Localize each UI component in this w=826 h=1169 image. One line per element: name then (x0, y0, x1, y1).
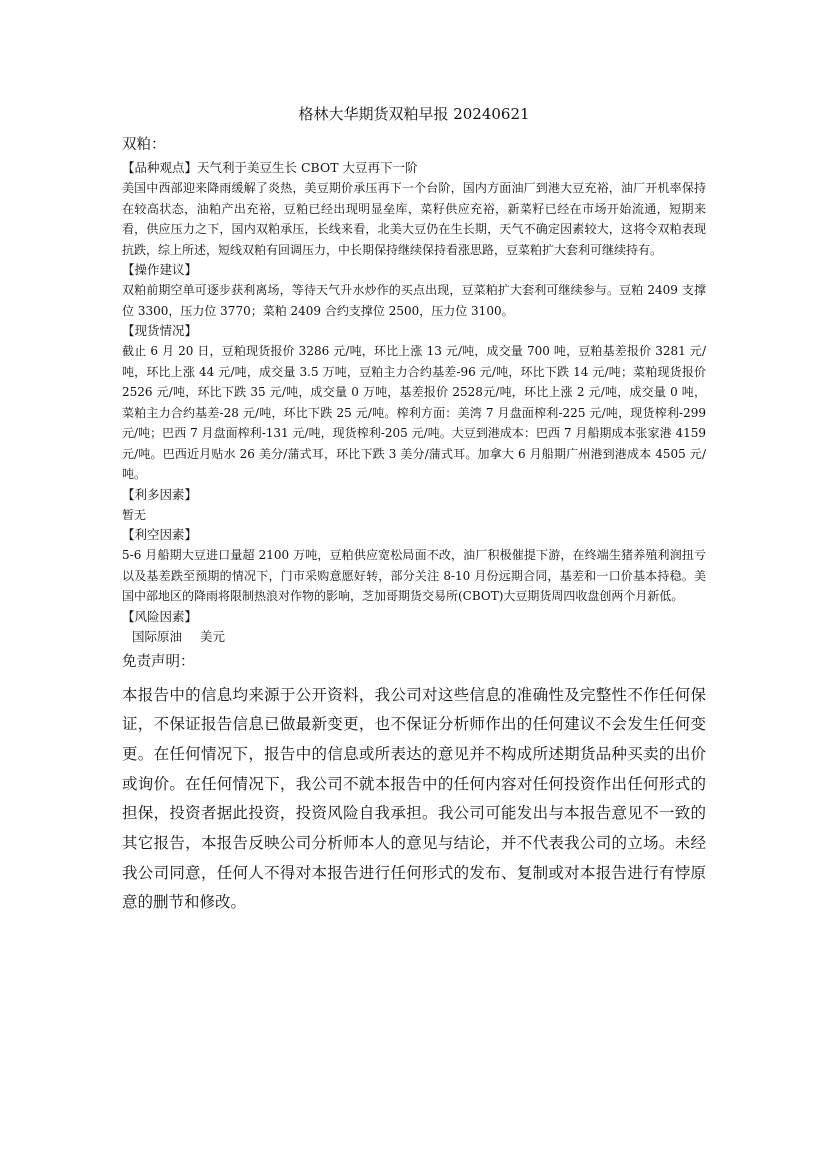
bearish-body: 5-6 月船期大豆进口量超 2100 万吨，豆粕供应宽松局面不改，油厂积极催提下游，在终端生猪养殖利润扭亏以及基差跌至预期的情况下，门市采购意愿好转，部分关注 8-10 月份远期合同，基差和一口价基本持稳。美国中部地区的降雨将限制热浪对作物的影响，芝加哥期货交易所(CBOT)大豆期货周四收盘创两个月新低。 (122, 548, 706, 603)
report-page (122, 103, 706, 918)
advice-heading: 【操作建议】 (122, 262, 198, 277)
view-heading: 【品种观点】天气利于美豆生长 CBOT 大豆再下一阶 (122, 160, 418, 175)
bearish-heading: 【利空因素】 (122, 527, 198, 542)
risk-heading: 【风险因素】 (122, 608, 198, 624)
risk-item-usd: 美元 (200, 628, 226, 644)
disclaimer-body: 本报告中的信息均来源于公开资料，我公司对这些信息的准确性及完整性不作任何保证，不保证报告信息已做最新变更，也不保证分析师作出的任何建议不会发生任何变更。在任何情况下，报告中的信息或所表达的意见并不构成所述期货品种买卖的出价或询价。在任何情况下，我公司不就本报告中的任何内容对任何投资作出任何形式的担保，投资者据此投资，投资风险自我承担。我公司可能发出与本报告意见不一致的其它报告，本报告反映公司分析师本人的意见与结论，并不代表我公司的立场。未经我公司同意，任何人不得对本报告进行任何形式的发布、复制或对本报告进行有悖原意的删节和修改。 (122, 685, 706, 912)
disclaimer-heading: 免责声明： (122, 653, 195, 670)
bullish-heading: 【利多因素】 (122, 486, 198, 502)
advice-body: 双粕前期空单可逐步获利离场，等待天气升水炒作的买点出现，豆菜粕扩大套利可继续参与。豆粕 2409 支撑位 3300，压力位 3770；菜粕 2409 合约支撑位 2500，压力位 3100。 (122, 283, 706, 318)
spot-body: 截止 6 月 20 日，豆粕现货报价 3286 元/吨，环比上涨 13 元/吨，成交量 700 吨，豆粕基差报价 3281 元/吨，环比上涨 44 元/吨，成交量 3.5 万吨，豆粕主力合约基差-96 元/吨，环比下跌 14 元/吨；菜粕现货报价 2526 元/吨，环比下跌 35 元/吨，成交量 0 万吨，基差报价 2528元/吨，环比上涨 2 元/吨，成交量 0 吨，菜粕主力合约基差-28 元/吨，环比下跌 25 元/吨。榨利方面：美湾 7 月盘面榨利-225 元/吨，现货榨利-299 元/吨；巴西 7 月盘面榨利-131 元/吨，现货榨利-205 元/吨。大豆到港成本：巴西 7 月船期成本张家港 4159 元/吨。巴西近月贴水 26 美分/蒲式耳，环比下跌 3 美分/蒲式耳。加拿大 6 月船期广州港到港成本 4505 元/吨。 (122, 344, 706, 481)
risk-list (132, 627, 706, 647)
section-heading: 双粕： (122, 137, 166, 153)
risk-item-crude-oil: 国际原油 (132, 628, 183, 644)
view-body: 美国中西部迎来降雨缓解了炎热，美豆期价承压再下一个台阶，国内方面油厂到港大豆充裕，油厂开机率保持在较高状态，油粕产出充裕，豆粕已经出现明显垒库，菜籽供应充裕，新菜籽已经在市场开始流通，短期来看，供应压力之下，国内双粕承压，长线来看，北美大豆仍在生长期，天气不确定因素较大，这将令双粕表现抗跌，综上所述，短线双粕有回调压力，中长期保持继续保持看涨思路，豆菜粕扩大套利可继续持有。 (122, 181, 706, 257)
report-title: 格林大华期货双粕早报 20240621 (298, 105, 530, 123)
bullish-body: 暂无 (122, 507, 147, 522)
spot-heading: 【现货情况】 (122, 323, 198, 338)
